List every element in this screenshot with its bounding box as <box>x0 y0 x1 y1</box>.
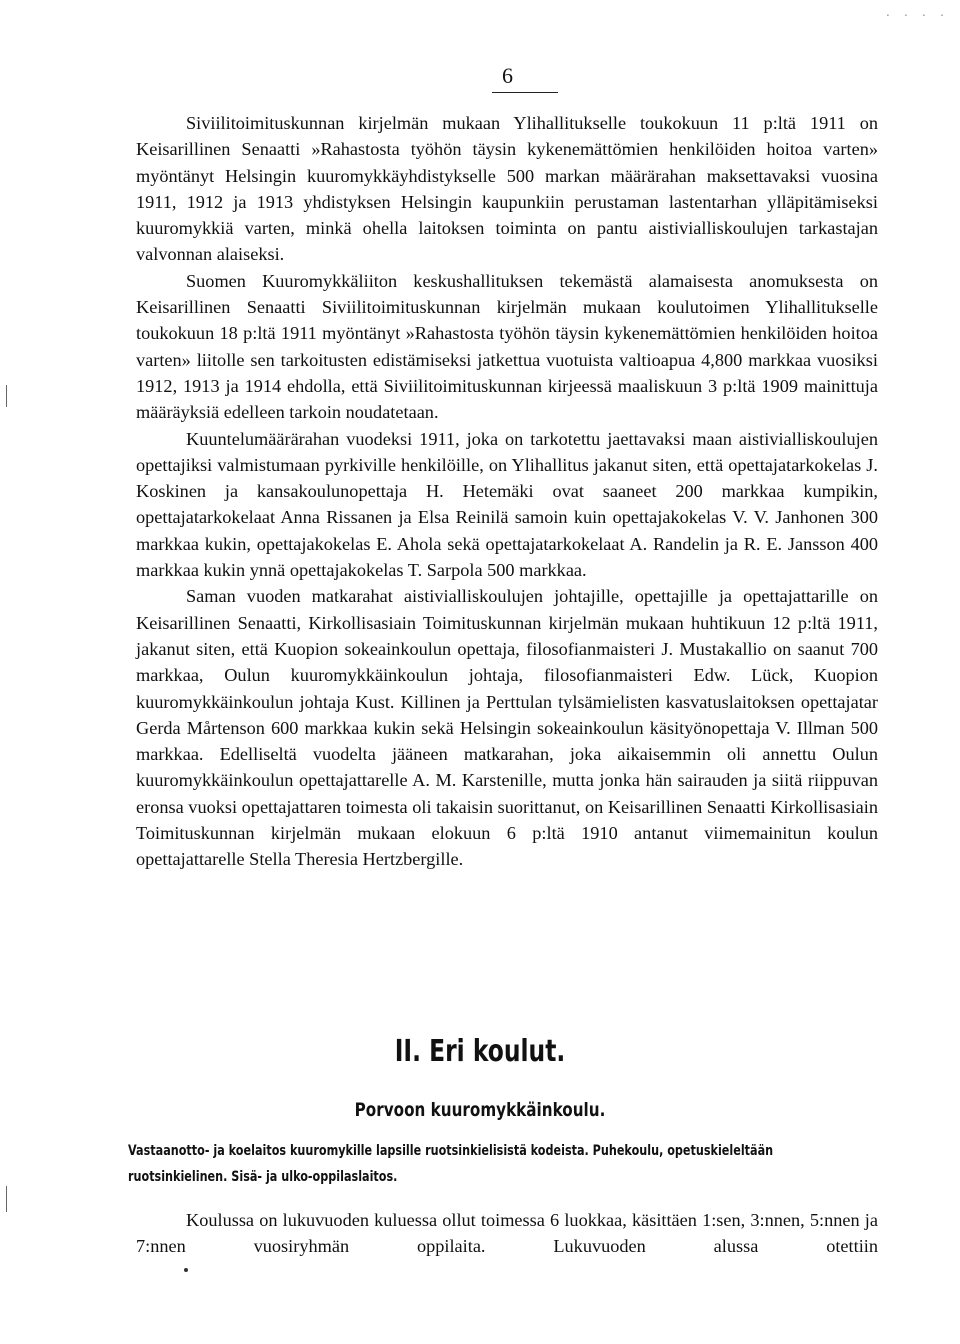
bullet-mark <box>184 1268 188 1272</box>
body-text <box>136 110 878 873</box>
paragraph: Saman vuoden matkarahat aistivialliskoulujen johtajille, opettajille ja opettajattarille on Keisarillinen Senaatti, Kirkollisasiain Toimituskunnan kirjelmän mukaan huhtikuun 12 p:ltä 1911, jakanut siten, että Kuopion sokeainkoulun opettaja, filosofianmaisteri J. Mustakallio on saanut 700 markkaa, Oulun kuuromykkäinkoulun johtaja, filosofianmaisteri Edw. Lück, Kuopion kuuromykkäinkoulun johtaja Kust. Killinen ja Perttulan tylsämielisten kasvatuslaitoksen opettajatar Gerda Mårtenson 600 markkaa kukin sekä Helsingin sokeainkoulun käsityönopettaja V. Illman 500 markkaa. Edelliseltä vuodelta jääneen matkarahan, joka aikaisemmin oli annettu Oulun kuuromykkäinkoulun opettajattarelle A. M. Karstenille, mutta jonka hän sairauden ja siitä riippuvan eronsa vuoksi opettajattaren toimesta oli takaisin suorittanut, on Keisarillinen Senaatti Kirkollisasiain Toimituskunnan kirjelmän mukaan elokuun 6 p:ltä 1910 antanut viimemainitun koulun opettajattarelle Stella Theresia Hertzbergille. <box>136 586 878 870</box>
paragraph: Koulussa on lukuvuoden kuluessa ollut toimessa 6 luokkaa, käsittäen 1:sen, 3:nnen, 5:nnen ja 7:nnen vuosiryhmän oppilaita. Lukuvuoden alussa otettiin <box>136 1210 878 1257</box>
section-heading: II. Eri koulut. <box>394 1034 566 1069</box>
school-heading: Porvoon kuuromykkäinkoulu. <box>354 1099 606 1121</box>
corner-dots: . . . . <box>884 8 948 19</box>
school-subtitle-text: Vastaanotto- ja koelaitos kuuromykille lapsille ruotsinkielisistä kodeista. Puhekoulu, opetuskieleltään ruotsinkielinen. Sisä- ja ulko-oppilaslaitos. <box>128 1143 774 1185</box>
paragraph: Siviilitoimituskunnan kirjelmän mukaan Ylihallitukselle toukokuun 11 p:ltä 1911 on Keisarillinen Senaatti »Rahastosta työhön täysin kykenemättömien henkilöiden hoitoa varten» myöntänyt Helsingin kuuromykkäyhdistykselle 500 markan määrärahan maksettavaksi vuosina 1911, 1912 ja 1913 yhdistyksen Helsingin kaupunkiin perustaman lastentarhan ylläpitämiseksi kuuromykkiä varten, minkä ohella laitoksen toiminta on pantu aistivialliskoulujen tarkastajan valvonnan alaiseksi. <box>136 113 878 265</box>
margin-mark-top <box>6 385 7 407</box>
paragraph: Kuuntelumäärärahan vuodeksi 1911, joka on tarkotettu jaettavaksi maan aistivialliskoulujen opettajiksi valmistumaan pyrkiville henkilöille, on Ylihallitus jakanut siten, että opettajatarkokelas J. Koskinen ja kansakoulunopettaja H. Hetemäki ovat saaneet 200 markkaa kumpikin, opettajatarkokelaat Anna Rissanen ja Elsa Reinilä samoin kuin opettajakokelas V. V. Janhonen 300 markkaa kukin, opettajakokelas E. Ahola sekä opettajatarkokelaat A. Randelin ja R. E. Jansson 400 markkaa kukin ynnä opettajakokelas T. Sarpola 500 markkaa. <box>136 428 878 581</box>
page-number: 6 <box>492 62 558 93</box>
closing-text <box>136 1207 878 1260</box>
school-subtitle <box>0 1138 960 1190</box>
paragraph: Suomen Kuuromykkäliiton keskushallituksen tekemästä alamaisesta anomuksesta on Keisarillinen Senaatti Siviilitoimituskunnan kirjelmän mukaan koulutoimen Ylihallitukselle toukokuun 18 p:ltä 1911 myöntänyt »Rahastosta työhön täysin kykenemättömien henkilöiden hoitoa varten» liitolle sen tarkoitusten edistämiseksi jatkettua vuotuista valtioapua 4,800 markkaa vuosiksi 1912, 1913 ja 1914 ehdolla, että Siviilitoimituskunnan kirjeessä maaliskuun 3 p:ltä 1909 mainittuja määräyksiä edelleen tarkoin noudatetaan. <box>136 270 878 423</box>
